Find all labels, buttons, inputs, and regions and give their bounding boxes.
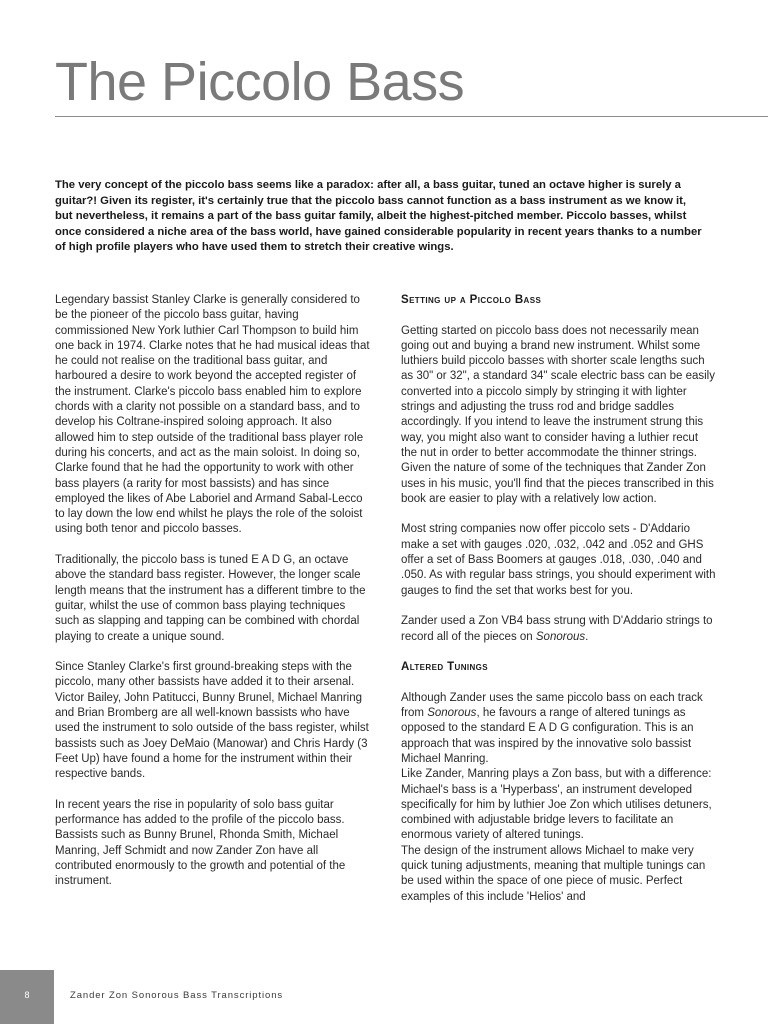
body-paragraph: The design of the instrument allows Michael to make very quick tuning adjustments, meaning that multiple tunings can be used within the space of one piece of music. Perfect examples of this include 'Helios' and: [401, 844, 706, 903]
body-paragraph: Although Zander uses the same piccolo bass on each track from Sonorous, he favours a range of altered tunings as opposed to the standard E A D G configuration. This is an approach that was inspired by the innovative solo bassist Michael Manring.: [401, 691, 703, 765]
album-title: Sonorous: [427, 707, 477, 720]
right-column: [401, 293, 717, 920]
body-paragraph: Like Zander, Manring plays a Zon bass, but with a difference: Michael's bass is a 'Hyperbass', an instrument developed specifically for him by luthier Joe Zon which utilises detuners, combined with adjustable bridge levers to facilitate an enormous variety of altered tunings.: [401, 768, 712, 842]
section-heading: Setting up a Piccolo Bass: [401, 294, 542, 306]
body-paragraph: Traditionally, the piccolo bass is tuned E A D G, an octave above the standard bass register. However, the longer scale length means that the instrument has a different timbre to the guitar, whilst the use of common bass playing techniques such as slapping and tapping can be combined with chordal playing to create a unique sound.: [55, 554, 366, 643]
body-paragraph: Most string companies now offer piccolo sets - D'Addario make a set with gauges .020, .032, .042 and .052 and GHS offer a set of Bass Boomers at gauges .018, .030, .040 and .050. As with regular bass strings, you should experiment with gauges to find the set that works best for you.: [401, 523, 716, 597]
body-paragraph: Since Stanley Clarke's first ground-breaking steps with the piccolo, many other bassists have added it to their arsenal. Victor Bailey, John Patitucci, Bunny Brunel, Michael Manring and Brian Bromberg are all well-known bassists who have used the instrument to solo outside of the bass register, whilst bassists such as Joey DeMaio (Manowar) and Chris Hardy (3 Feet Up) have found a home for the instrument within their respective bands.: [55, 661, 369, 781]
body-paragraph: In recent years the rise in popularity of solo bass guitar performance has added to the profile of the piccolo bass. Bassists such as Bunny Brunel, Rhonda Smith, Michael Manring, Jeff Schmidt and now Zander Zon have all contributed enormously to the growth and potential of the instrument.: [55, 798, 346, 888]
page-title: The Piccolo Bass: [55, 52, 465, 112]
body-paragraph: Legendary bassist Stanley Clarke is generally considered to be the pioneer of the piccolo bass guitar, having commissioned New York luthier Carl Thompson to build him one back in 1974. Clarke notes that he had musical ideas that he could not realise on the traditional bass guitar, and harboured a desire to work beyond the accepted register of the instrument. Clarke's piccolo bass enabled him to explore chords with a clarity not possible on a standard bass, and to develop his Coltrane-inspired soloing approach. It also allowed him to step outside of the traditional bass player role during his concerts, and act as the main soloist. In doing so, Clarke found that he had the opportunity to work with other bass players (a rarity for most bassists) and has since employed the likes of Abe Laboriel and Armand Sabal-Lecco to lay down the low end whilst he plays the role of the soloist using both tenor and piccolo basses.: [55, 294, 370, 536]
body-paragraph: Zander used a Zon VB4 bass strung with D'Addario strings to record all of the pieces on Sonorous.: [401, 615, 713, 643]
intro-paragraph: The very concept of the piccolo bass seems like a paradox: after all, a bass guitar, tuned an octave higher is surely a guitar?! Given its register, it's certainly true that the piccolo bass cannot function as a bass instrument as we know it, but nevertheless, it remains a part of the bass guitar family, albeit the highest-pitched member. Piccolo basses, whilst once considered a niche area of the bass world, have gained considerable popularity in recent years thanks to a number of high profile players who have used them to stretch their creative wings.: [55, 179, 702, 253]
body-paragraph: Getting started on piccolo bass does not necessarily mean going out and buying a brand new instrument. Whilst some luthiers build piccolo basses with shorter scale lengths such as 30" or 32", a standard 34" scale electric bass can be easily converted into a piccolo simply by stringing it with lighter strings and adjusting the truss rod and bridge saddles accordingly. If you intend to leave the instrument strung this way, you might also want to consider having a luthier recut the nut in order to better accommodate the thinner strings. Given the nature of some of the techniques that Zander Zon uses in his music, you'll find that the pieces transcribed in this book are easier to play with a relatively low action.: [401, 324, 715, 505]
left-column: [55, 293, 370, 905]
section-heading: Altered Tunings: [401, 661, 489, 674]
footer-book-title: Zander Zon Sonorous Bass Transcriptions: [70, 990, 284, 1001]
title-divider: [55, 116, 768, 117]
page-number: 8: [24, 990, 30, 1000]
album-title: Sonorous: [535, 630, 586, 643]
